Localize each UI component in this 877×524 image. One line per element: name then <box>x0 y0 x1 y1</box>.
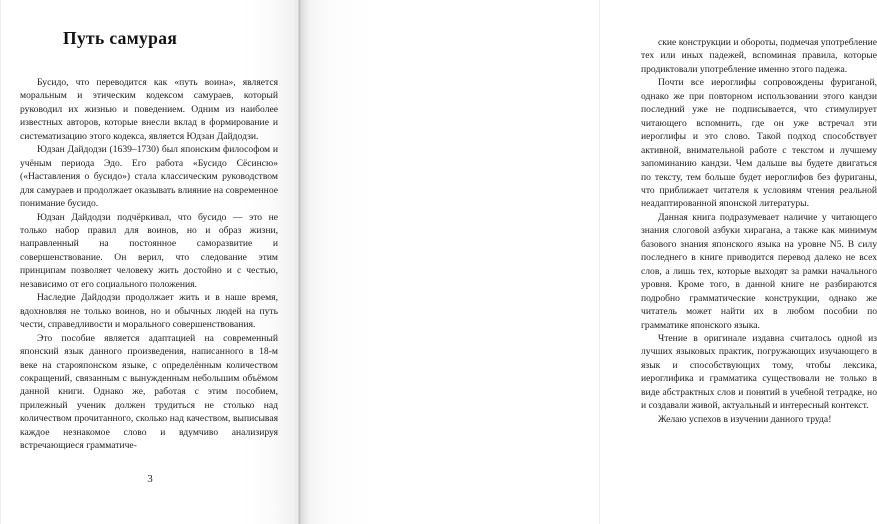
paragraph: Юдзан Дайдодзи подчёркивал, что бусидо — это не только набор правил для воинов, но и образ жизни, направленный на постоянное саморазвитие и совершенствование. Он верил, что следование этим принципам позволяет человеку жить достойно и с честью, независимо от его социального положения. <box>20 211 278 290</box>
paragraph: Бусидо, что переводится как «путь воина», является моральным и этическим кодексом самураев, который руководил их жизнью и поведением. Одним из наиболее известных авторов, которые внесли вклад в формирование и систематизацию этого кодекса, является Юдзан Дайдодзи. <box>20 77 278 142</box>
left-page <box>0 0 300 524</box>
page-number: 3 <box>147 473 153 485</box>
paragraph: Юдзан Дайдодзи (1639–1730) был японским философом и учёным периода Эдо. Его работа «Бусидо Сёсинсю» («Наставления о бусидо») стала классическим руководством для самураев и продолжает оказывать влияние на современное понимание бусидо. <box>20 144 278 210</box>
paragraph: Желаю успехов в изучении данного труда! <box>658 413 832 425</box>
left-page-text-column <box>20 76 278 453</box>
right-page <box>300 0 877 524</box>
right-page-text-column <box>641 36 877 426</box>
paragraph: Чтение в оригинале издавна считалось одной из лучших языковых практик, погружающих изучающего в язык и способствующих тому, чтобы лексика, иероглифика и грамматика существовали не только в виде абстрактных слов и понятий в учебной тетрадке, но и создавали живой, актуальный и интересный контекст. <box>641 332 877 412</box>
paragraph: Наследие Дайдодзи продолжает жить и в наше время, вдохновляя не только воинов, но и обычных людей на путь чести, справедливости и морального совершенствования. <box>20 292 278 331</box>
paragraph: Данная книга подразумевает наличие у читающего знания слоговой азбуки хирагана, а также как минимум базового знания японского языка на уровне N5. В силу последнего в книге приводится перевод далеко не всех слов, а лишь тех, которые выходят за рамки начального уровня. Кроме того, в данной книге не разбираются подробно грамматические конструкции, однако же читатель может найти их в любом пособии по грамматике японского языка. <box>641 211 877 331</box>
chapter-title: Путь самурая <box>63 28 178 48</box>
paragraph: Почти все иероглифы сопровождены фуриганой, однако же при повторном использовании этого кандзи последний уже не подписывается, что стимулирует читающего вспомнить, где он уже встречал эти иероглифы и это слово. Такой подход способствует активной, внимательной работе с текстом и лучшему запоминанию кандзи. Чем дальше вы будете двигаться по тексту, тем больше будет иероглифов без фуриганы, что приближает читателя к условиям чтения реальной неадаптированной японской литературы. <box>641 77 877 210</box>
paragraph: Это пособие является адаптацией на современный японский язык данного произведения, написанного в 18-м веке на старояпонском языке, с определённым количеством сокращений, связанным с вынужденным небольшим объёмом данной книги. Однако же, работая с этим пособием, прилежный ученик должен трудиться не столько над количеством прочитанного, сколько над качеством, выписывая каждое незнакомое слово и вдумчиво анализируя встречающиеся грамматиче- <box>20 332 278 452</box>
paragraph: ские конструкции и обороты, подмечая употребление тех или иных падежей, вспоминая правила, которые продиктовали употребление именно этого падежа. <box>641 37 877 75</box>
